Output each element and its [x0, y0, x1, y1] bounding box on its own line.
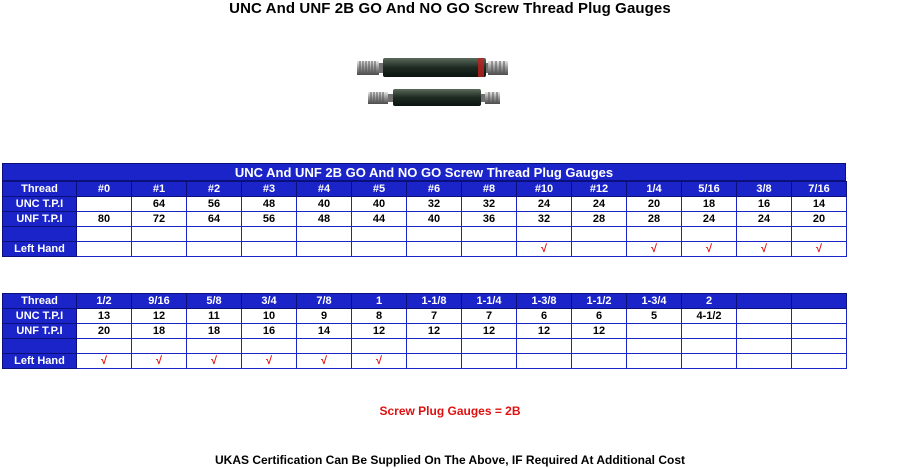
thread-size-cell: [792, 294, 847, 309]
value-cell: 64: [132, 197, 187, 212]
value-cell: √: [737, 242, 792, 257]
value-cell: [407, 227, 462, 242]
value-cell: [627, 324, 682, 339]
value-cell: 6: [572, 309, 627, 324]
value-cell: [462, 227, 517, 242]
thread-header-row: [3, 294, 847, 309]
gauge-class-note: Screw Plug Gauges = 2B: [379, 404, 521, 418]
value-cell: [297, 339, 352, 354]
value-cell: 56: [242, 212, 297, 227]
thread-size-cell: 3/8: [737, 182, 792, 197]
value-cell: [462, 354, 517, 369]
value-cell: [407, 242, 462, 257]
thread-size-cell: 1/4: [627, 182, 682, 197]
blank-row: [3, 227, 847, 242]
thread-size-cell: 5/8: [187, 294, 242, 309]
value-cell: 44: [352, 212, 407, 227]
value-cell: [462, 339, 517, 354]
thread-table-2: [2, 293, 847, 369]
value-cell: 11: [187, 309, 242, 324]
value-cell: 8: [352, 309, 407, 324]
thread-size-cell: 1-1/2: [572, 294, 627, 309]
value-cell: 16: [242, 324, 297, 339]
value-cell: 28: [627, 212, 682, 227]
thread-size-cell: #5: [352, 182, 407, 197]
unf-tpi-row: [3, 212, 847, 227]
value-cell: [132, 227, 187, 242]
value-cell: 9: [297, 309, 352, 324]
value-cell: 56: [187, 197, 242, 212]
thread-size-cell: #4: [297, 182, 352, 197]
thread-size-cell: #8: [462, 182, 517, 197]
value-cell: [352, 339, 407, 354]
value-cell: 20: [792, 212, 847, 227]
value-cell: [572, 227, 627, 242]
value-cell: 5: [627, 309, 682, 324]
thread-size-cell: 7/16: [792, 182, 847, 197]
value-cell: 40: [352, 197, 407, 212]
value-cell: [737, 339, 792, 354]
value-cell: [792, 309, 847, 324]
value-cell: 16: [737, 197, 792, 212]
value-cell: [407, 339, 462, 354]
value-cell: 12: [132, 309, 187, 324]
value-cell: [682, 339, 737, 354]
thread-size-cell: 9/16: [132, 294, 187, 309]
unf-tpi-row: [3, 324, 847, 339]
thread-size-cell: 1-3/4: [627, 294, 682, 309]
value-cell: [737, 324, 792, 339]
value-cell: 4-1/2: [682, 309, 737, 324]
value-cell: 32: [517, 212, 572, 227]
value-cell: [407, 354, 462, 369]
value-cell: [517, 227, 572, 242]
gauge-small: [368, 89, 500, 106]
thread-size-cell: #3: [242, 182, 297, 197]
value-cell: [297, 227, 352, 242]
row-label: Thread: [3, 182, 77, 197]
value-cell: 12: [572, 324, 627, 339]
value-cell: [242, 242, 297, 257]
thread-size-cell: 1: [352, 294, 407, 309]
value-cell: 18: [132, 324, 187, 339]
value-cell: 10: [242, 309, 297, 324]
value-cell: 18: [682, 197, 737, 212]
value-cell: [352, 242, 407, 257]
value-cell: 6: [517, 309, 572, 324]
page-title: UNC And UNF 2B GO And NO GO Screw Thread Plug Gauges: [229, 0, 671, 17]
value-cell: 40: [407, 212, 462, 227]
value-cell: √: [792, 242, 847, 257]
value-cell: [572, 339, 627, 354]
thread-size-cell: 3/4: [242, 294, 297, 309]
row-label: Left Hand: [3, 354, 77, 369]
value-cell: [297, 242, 352, 257]
row-label: UNF T.P.I: [3, 212, 77, 227]
value-cell: [627, 227, 682, 242]
thread-size-cell: #2: [187, 182, 242, 197]
value-cell: [77, 197, 132, 212]
value-cell: √: [187, 354, 242, 369]
row-label: Left Hand: [3, 242, 77, 257]
thread-size-cell: [737, 294, 792, 309]
value-cell: [572, 242, 627, 257]
value-cell: 28: [572, 212, 627, 227]
value-cell: [682, 324, 737, 339]
value-cell: 12: [407, 324, 462, 339]
value-cell: 14: [792, 197, 847, 212]
value-cell: [517, 354, 572, 369]
value-cell: 13: [77, 309, 132, 324]
thread-size-cell: 1/2: [77, 294, 132, 309]
value-cell: 24: [682, 212, 737, 227]
value-cell: 32: [462, 197, 517, 212]
value-cell: 24: [517, 197, 572, 212]
value-cell: [242, 339, 297, 354]
left-hand-row: [3, 354, 847, 369]
value-cell: [77, 339, 132, 354]
value-cell: 20: [77, 324, 132, 339]
value-cell: [627, 339, 682, 354]
value-cell: 36: [462, 212, 517, 227]
value-cell: 32: [407, 197, 462, 212]
value-cell: [737, 309, 792, 324]
row-label: UNC T.P.I: [3, 309, 77, 324]
value-cell: √: [297, 354, 352, 369]
value-cell: [627, 354, 682, 369]
value-cell: [682, 227, 737, 242]
gauge-large: [357, 58, 508, 77]
value-cell: 40: [297, 197, 352, 212]
value-cell: [242, 227, 297, 242]
value-cell: √: [132, 354, 187, 369]
value-cell: 72: [132, 212, 187, 227]
value-cell: [352, 227, 407, 242]
value-cell: [792, 227, 847, 242]
value-cell: [682, 354, 737, 369]
value-cell: 48: [242, 197, 297, 212]
left-hand-row: [3, 242, 847, 257]
value-cell: 12: [517, 324, 572, 339]
value-cell: 24: [737, 212, 792, 227]
value-cell: [132, 242, 187, 257]
value-cell: √: [242, 354, 297, 369]
value-cell: √: [682, 242, 737, 257]
value-cell: [187, 339, 242, 354]
row-label: UNC T.P.I: [3, 197, 77, 212]
row-label: UNF T.P.I: [3, 324, 77, 339]
unc-tpi-row: [3, 309, 847, 324]
row-label: [3, 227, 77, 242]
value-cell: 18: [187, 324, 242, 339]
value-cell: [792, 354, 847, 369]
thread-size-cell: #1: [132, 182, 187, 197]
thread-size-cell: #6: [407, 182, 462, 197]
value-cell: 7: [462, 309, 517, 324]
thread-size-cell: 5/16: [682, 182, 737, 197]
row-label: Thread: [3, 294, 77, 309]
value-cell: [737, 354, 792, 369]
value-cell: [77, 227, 132, 242]
value-cell: 64: [187, 212, 242, 227]
value-cell: [572, 354, 627, 369]
value-cell: 48: [297, 212, 352, 227]
value-cell: √: [352, 354, 407, 369]
thread-size-cell: #0: [77, 182, 132, 197]
value-cell: 24: [572, 197, 627, 212]
value-cell: [462, 242, 517, 257]
value-cell: [187, 242, 242, 257]
value-cell: [517, 339, 572, 354]
value-cell: [792, 339, 847, 354]
value-cell: 12: [352, 324, 407, 339]
thread-header-row: [3, 182, 847, 197]
row-label: [3, 339, 77, 354]
thread-size-cell: 2: [682, 294, 737, 309]
value-cell: [792, 324, 847, 339]
thread-size-cell: 7/8: [297, 294, 352, 309]
blank-row: [3, 339, 847, 354]
value-cell: [132, 339, 187, 354]
value-cell: [77, 242, 132, 257]
unc-tpi-row: [3, 197, 847, 212]
thread-size-cell: #12: [572, 182, 627, 197]
thread-size-cell: 1-1/4: [462, 294, 517, 309]
value-cell: [737, 227, 792, 242]
value-cell: 80: [77, 212, 132, 227]
value-cell: 14: [297, 324, 352, 339]
value-cell: √: [77, 354, 132, 369]
table-title-bar: UNC And UNF 2B GO And NO GO Screw Thread Plug Gauges: [2, 163, 846, 181]
value-cell: √: [517, 242, 572, 257]
value-cell: 20: [627, 197, 682, 212]
thread-size-cell: 1-1/8: [407, 294, 462, 309]
thread-size-cell: #10: [517, 182, 572, 197]
value-cell: 12: [462, 324, 517, 339]
value-cell: [187, 227, 242, 242]
thread-table-1: [2, 181, 847, 257]
value-cell: 7: [407, 309, 462, 324]
thread-plug-gauge-photo: [0, 0, 900, 120]
value-cell: √: [627, 242, 682, 257]
thread-size-cell: 1-3/8: [517, 294, 572, 309]
ukas-certification-note: UKAS Certification Can Be Supplied On The Above, IF Required At Additional Cost: [214, 453, 686, 467]
